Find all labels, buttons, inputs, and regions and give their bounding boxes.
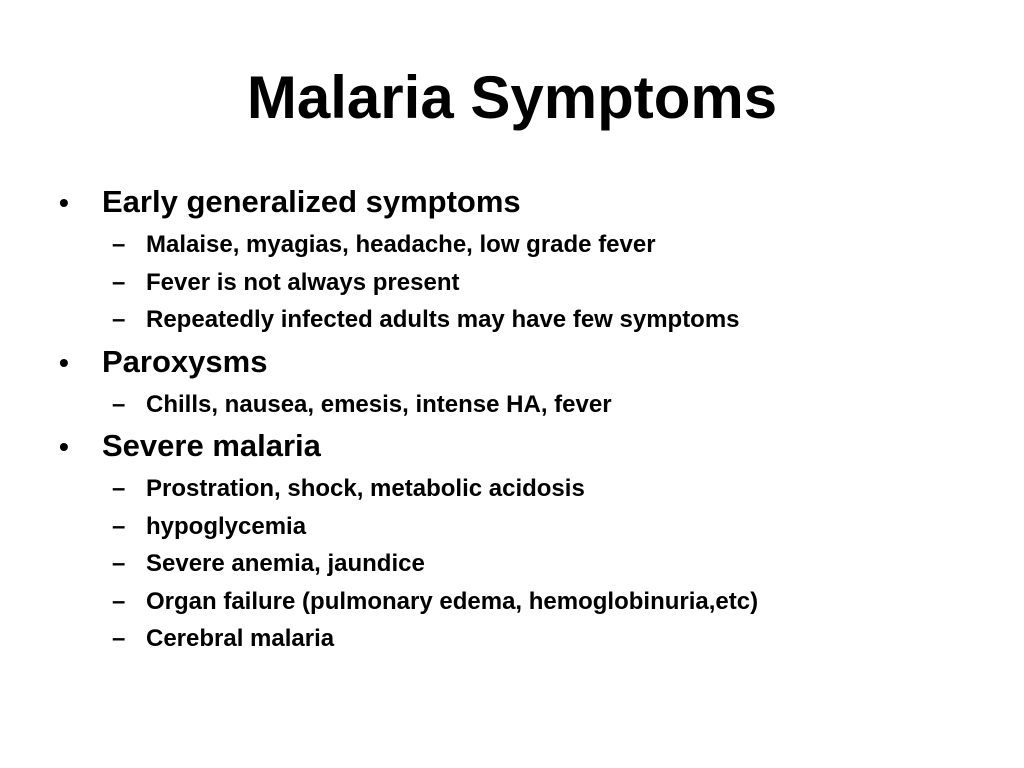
slide-title: Malaria Symptoms xyxy=(246,64,778,131)
bullet-heading: Severe malaria xyxy=(102,428,321,463)
sub-item-text: Repeatedly infected adults may have few symptoms xyxy=(146,306,740,333)
sub-item-text: Cerebral malaria xyxy=(146,625,335,652)
sub-list xyxy=(58,386,998,424)
sub-list xyxy=(58,226,998,339)
sub-item-text: Fever is not always present xyxy=(146,268,460,296)
bullet-heading: Paroxysms xyxy=(102,343,268,379)
bullet-item xyxy=(58,340,998,385)
dash-icon: – xyxy=(112,625,126,652)
sub-item xyxy=(112,545,998,583)
sub-item xyxy=(112,620,998,658)
sub-item xyxy=(112,264,998,302)
dash-icon: – xyxy=(112,475,126,502)
bullet-icon: • xyxy=(59,431,69,462)
sub-item-text: Malaise, myagias, headache, low grade fever xyxy=(146,231,656,258)
bullet-item xyxy=(58,180,998,225)
dash-icon: – xyxy=(112,550,126,577)
sub-item xyxy=(112,583,998,621)
sub-list xyxy=(58,470,998,658)
sub-item-text: Severe anemia, jaundice xyxy=(146,550,425,577)
dash-icon: – xyxy=(112,390,126,418)
bullet-item xyxy=(58,424,998,469)
sub-item xyxy=(112,226,998,264)
dash-icon: – xyxy=(112,231,126,258)
dash-icon: – xyxy=(112,587,126,615)
sub-item-text: Organ failure (pulmonary edema, hemoglobinuria,etc) xyxy=(146,587,759,615)
sub-item xyxy=(112,386,998,424)
bullet-list xyxy=(58,180,998,659)
section-severe-malaria xyxy=(58,424,998,658)
sub-item xyxy=(112,508,998,546)
bullet-icon: • xyxy=(59,346,69,378)
section-paroxysms xyxy=(58,340,998,424)
dash-icon: – xyxy=(112,306,126,333)
bullet-icon: • xyxy=(59,187,69,218)
sub-item-text: Prostration, shock, metabolic acidosis xyxy=(146,475,585,502)
sub-item xyxy=(112,301,998,339)
sub-item-text: hypoglycemia xyxy=(146,512,307,540)
dash-icon: – xyxy=(112,268,126,296)
dash-icon: – xyxy=(112,512,126,540)
section-early-generalized-symptoms xyxy=(58,180,998,339)
sub-item-text: Chills, nausea, emesis, intense HA, fever xyxy=(146,390,612,418)
bullet-heading: Early generalized symptoms xyxy=(102,184,521,219)
sub-item xyxy=(112,470,998,508)
